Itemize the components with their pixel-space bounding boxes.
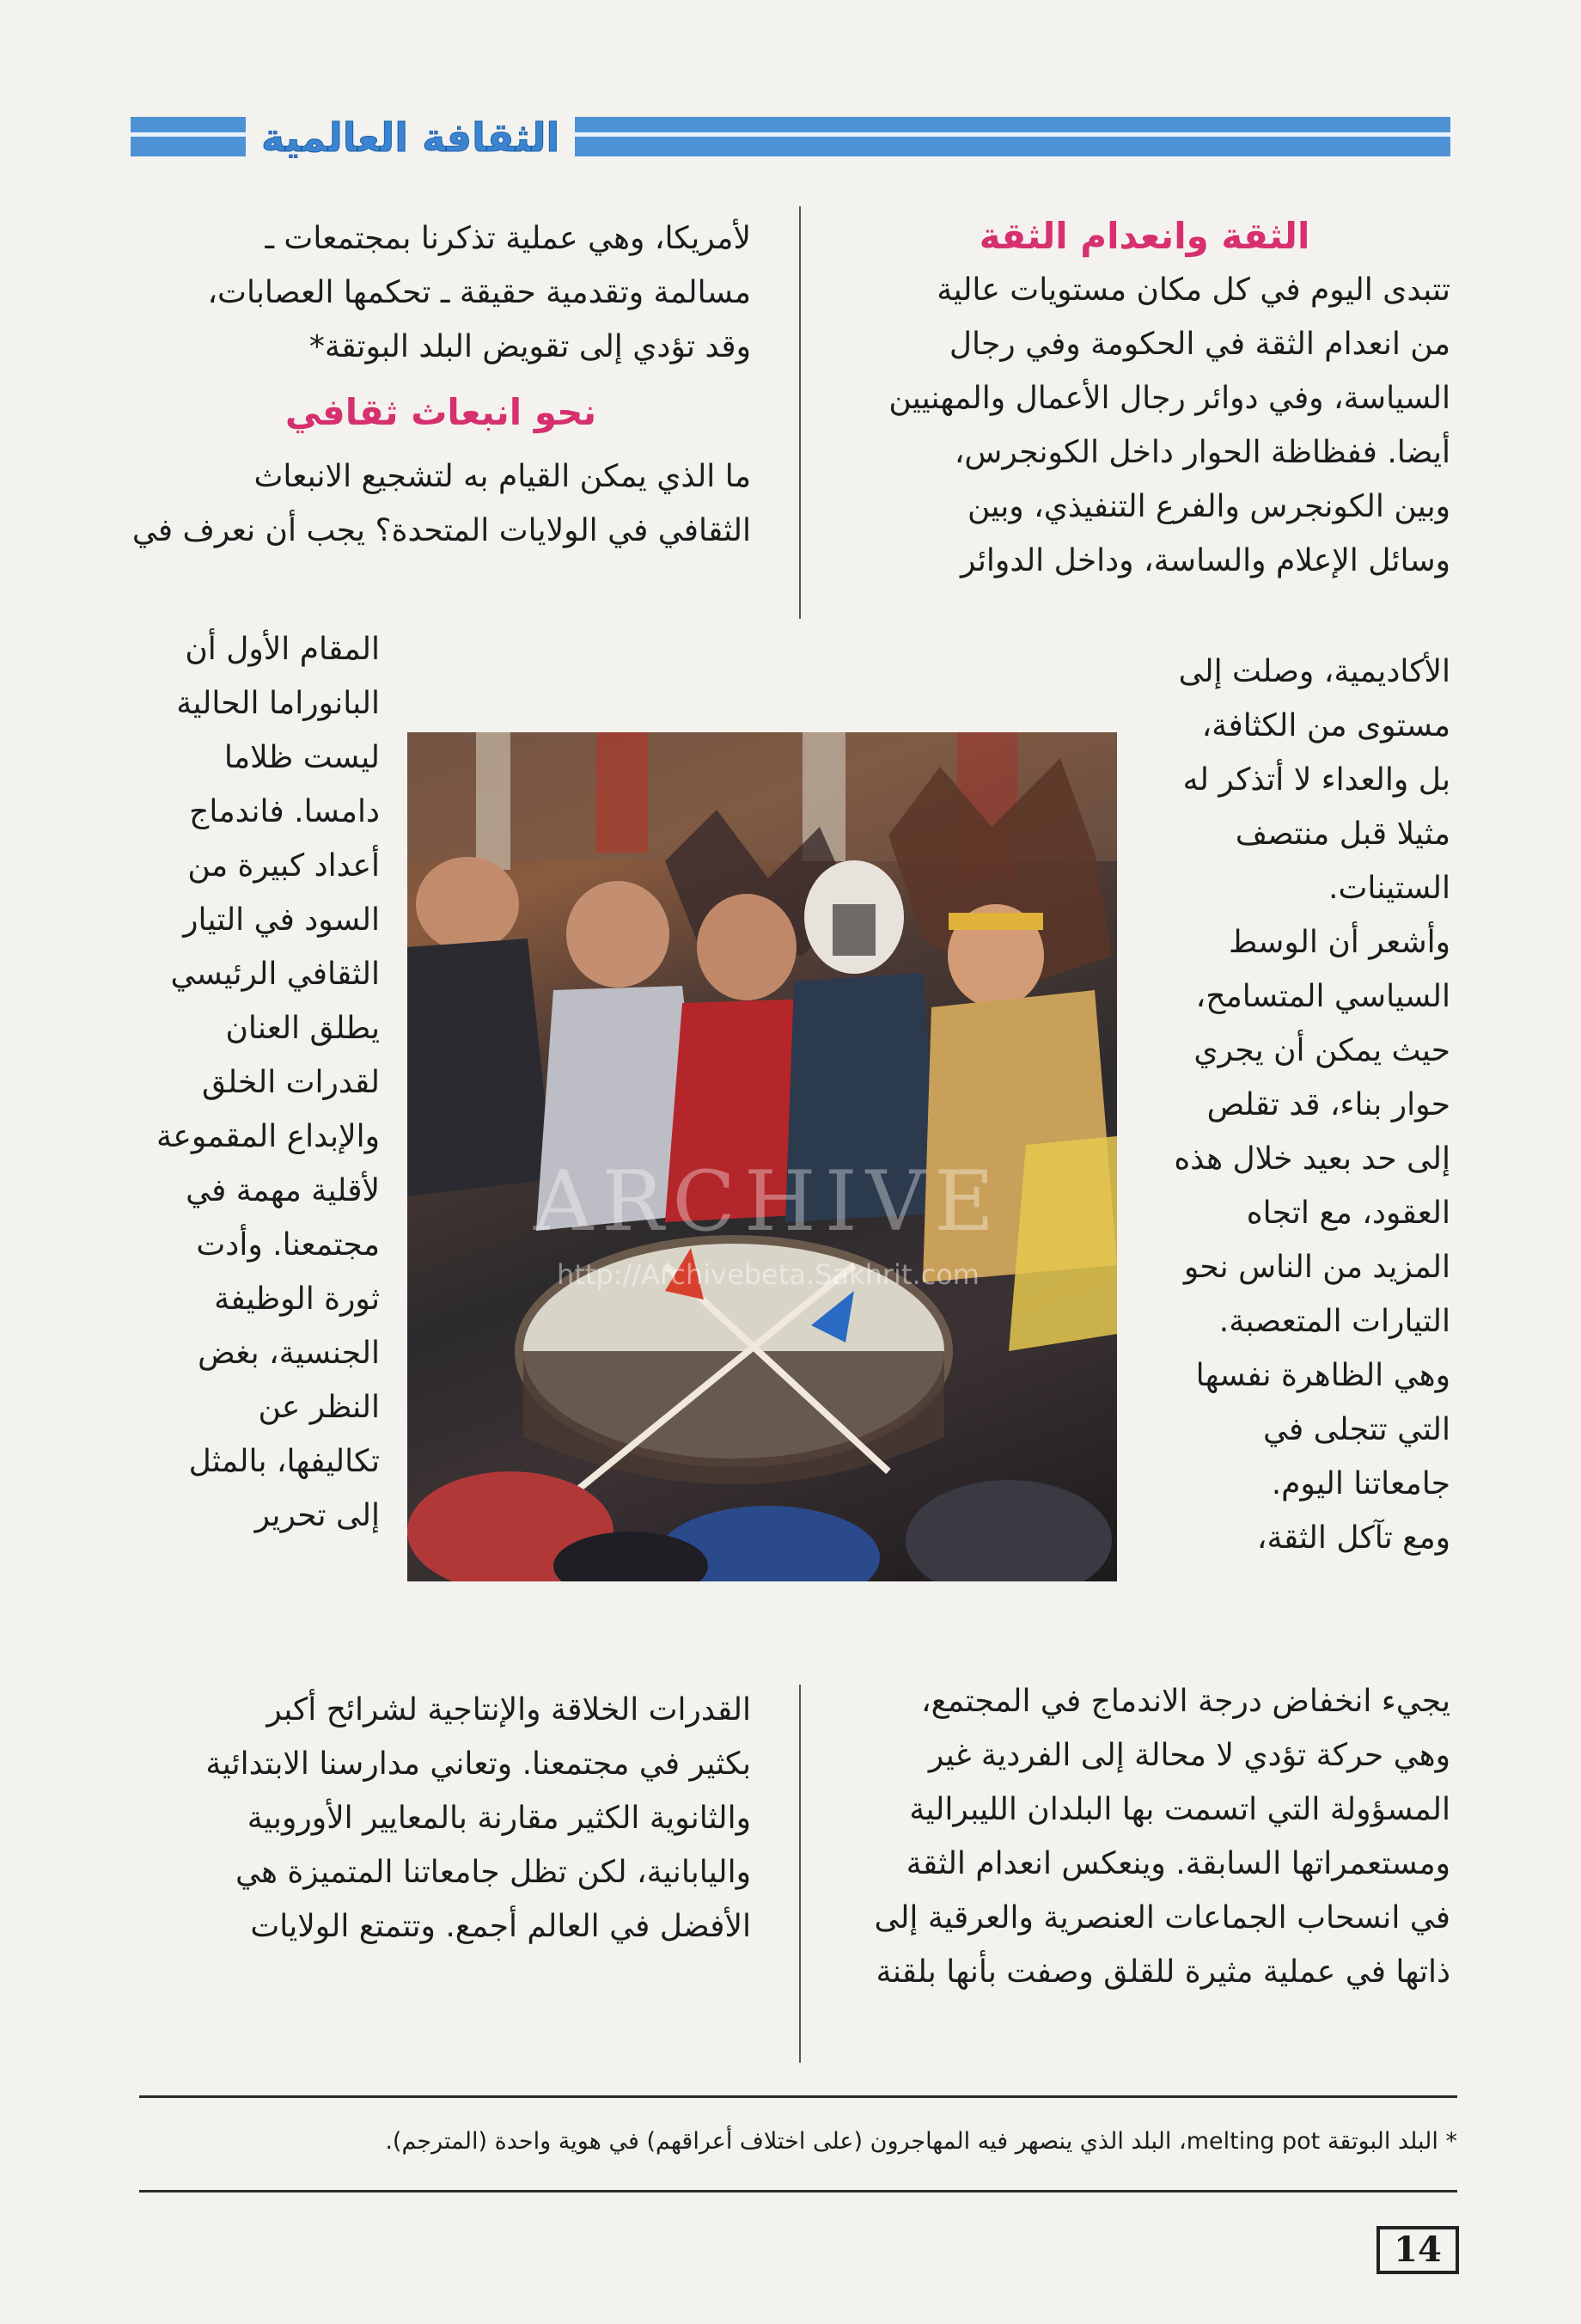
text-line: القدرات الخلاقة والإنتاجية لشرائح أكبر bbox=[266, 1692, 751, 1728]
heading-cultural-revival: نحو انبعاث ثقافي bbox=[284, 391, 597, 433]
text-line: المقام الأول أن bbox=[185, 632, 380, 667]
text-line: ما الذي يمكن القيام به لتشجيع الانبعاث bbox=[253, 459, 751, 494]
page-number: 14 bbox=[1377, 2226, 1459, 2274]
text-line: حوار بناء، قد تقلص bbox=[1206, 1087, 1450, 1122]
text-line: المسؤولة التي اتسمت بها البلدان الليبرالية bbox=[909, 1792, 1450, 1827]
text-line: والثانوية الكثير مقارنة بالمعايير الأوروبية bbox=[247, 1801, 751, 1836]
text-line: الأكاديمية، وصلت إلى bbox=[1178, 654, 1450, 689]
text-line: بل والعداء لا أتذكر له bbox=[1182, 762, 1450, 798]
text-line: الستينات. bbox=[1328, 871, 1450, 906]
text-line: وسائل الإعلام والساسة، وداخل الدوائر bbox=[961, 543, 1450, 578]
text-line: مسالمة وتقدمية حقيقة ـ تحكمها العصابات، bbox=[207, 275, 751, 310]
text-line: لقدرات الخلق bbox=[202, 1065, 380, 1100]
text-line: لأمريكا، وهي عملية تذكرنا بمجتمعات ـ bbox=[265, 221, 751, 256]
text-line: ومع تآكل الثقة، bbox=[1256, 1520, 1450, 1556]
text-line: الثقافي في الولايات المتحدة؟ يجب أن نعرف في bbox=[131, 513, 751, 548]
text-line: حيث يمكن أن يجري bbox=[1193, 1033, 1450, 1068]
text-line: دامسا. فاندماج bbox=[189, 794, 380, 829]
column-divider bbox=[799, 1685, 801, 2063]
heading-trust: الثقة وانعدام الثقة bbox=[979, 215, 1310, 257]
text-line: النظر عن bbox=[258, 1390, 380, 1425]
text-line: إلى تحرير bbox=[254, 1498, 380, 1533]
right-column-top bbox=[839, 210, 1450, 588]
text-line: السياسي المتسامح، bbox=[1195, 979, 1450, 1014]
watermark-text: ARCHIVE bbox=[533, 1153, 1004, 1250]
text-line: وأشعر أن الوسط bbox=[1228, 925, 1450, 960]
text-line: مستوى من الكثافة، bbox=[1201, 708, 1450, 743]
text-line: ذاتها في عملية مثيرة للقلق وصفت بأنها بلقنة bbox=[876, 1954, 1450, 1990]
text-line: لأقلية مهمة في bbox=[186, 1173, 380, 1208]
text-line: أعداد كبيرة من bbox=[187, 848, 380, 884]
text-line: ليست ظلاما bbox=[223, 740, 380, 775]
text-line: التيارات المتعصبة. bbox=[1218, 1304, 1450, 1339]
text-line: وهي حركة تؤدي لا محالة إلى الفردية غير bbox=[928, 1738, 1450, 1773]
text-line: العقود، مع اتجاه bbox=[1246, 1196, 1450, 1231]
text-line: الأفضل في العالم أجمع. وتتمتع الولايات bbox=[250, 1909, 751, 1944]
text-line: السياسة، وفي دوائر رجال الأعمال والمهنيين bbox=[888, 381, 1450, 416]
text-line: ومستعمراتها السابقة. وينعكس انعدام الثقة bbox=[906, 1846, 1450, 1881]
text-line: التي تتجلى في bbox=[1263, 1412, 1450, 1447]
left-column-bottom bbox=[131, 1683, 751, 1954]
text-line: المزيد من الناس نحو bbox=[1183, 1250, 1450, 1285]
text-line: البانوراما الحالية bbox=[176, 686, 380, 721]
text-line: ثورة الوظيفة bbox=[214, 1281, 380, 1317]
footnote-rule-top bbox=[139, 2095, 1457, 2098]
text-line: أيضا. ففظاظة الحوار داخل الكونجرس، bbox=[954, 435, 1450, 470]
text-line: في انسحاب الجماعات العنصرية والعرقية إلى bbox=[874, 1900, 1450, 1936]
text-line: السود في التيار bbox=[183, 902, 380, 938]
text-line: بكثير في مجتمعنا. وتعاني مدارسنا الابتدائية bbox=[205, 1746, 751, 1782]
text-line: مجتمعنا. وأدت bbox=[196, 1227, 380, 1263]
right-column-bottom bbox=[839, 1674, 1450, 1999]
text-line: تتبدى اليوم في كل مكان مستويات عالية bbox=[937, 272, 1450, 308]
text-line: وقد تؤدي إلى تقويض البلد البوتقة* bbox=[308, 329, 751, 364]
right-column-narrow bbox=[1146, 645, 1450, 1565]
text-line: من انعدام الثقة في الحكومة وفي رجال bbox=[949, 327, 1450, 362]
text-line: إلى حد بعيد خلال هذه bbox=[1174, 1141, 1450, 1177]
text-line: جامعاتنا اليوم. bbox=[1271, 1466, 1450, 1501]
right-col-full-lines bbox=[839, 263, 1450, 588]
section-title: الثقافة العالمية bbox=[246, 115, 575, 160]
text-line: الجنسية، بغض bbox=[198, 1336, 380, 1371]
footnote-rule-bottom bbox=[139, 2190, 1457, 2193]
text-line: والإبداع المقموعة bbox=[156, 1119, 380, 1154]
left-column-narrow bbox=[131, 622, 380, 1543]
text-line: الثقافي الرئيسي bbox=[170, 957, 380, 992]
text-line: مثيلا قبل منتصف bbox=[1235, 816, 1450, 852]
left-column-top bbox=[131, 211, 751, 558]
text-line: يجيء انخفاض درجة الاندماج في المجتمع، bbox=[921, 1684, 1450, 1719]
text-line: تكاليفها، بالمثل bbox=[188, 1444, 380, 1479]
column-divider bbox=[799, 206, 801, 619]
watermark-url: http://Archivebeta.Sakhrit.com bbox=[557, 1258, 980, 1291]
photo-drum-circle bbox=[407, 732, 1117, 1581]
text-line: وهي الظاهرة نفسها bbox=[1195, 1358, 1450, 1393]
footnote: * البلد البوتقة melting pot، البلد الذي ينصهر فيه المهاجرون (على اختلاف أعراقهم) في هوية واحدة (المترجم). bbox=[385, 2128, 1457, 2155]
text-line: وبين الكونجرس والفرع التنفيذي، وبين bbox=[967, 489, 1450, 524]
text-line: يطلق العنان bbox=[225, 1011, 380, 1046]
text-line: واليابانية، لكن تظل جامعاتنا المتميزة هي bbox=[235, 1855, 751, 1890]
